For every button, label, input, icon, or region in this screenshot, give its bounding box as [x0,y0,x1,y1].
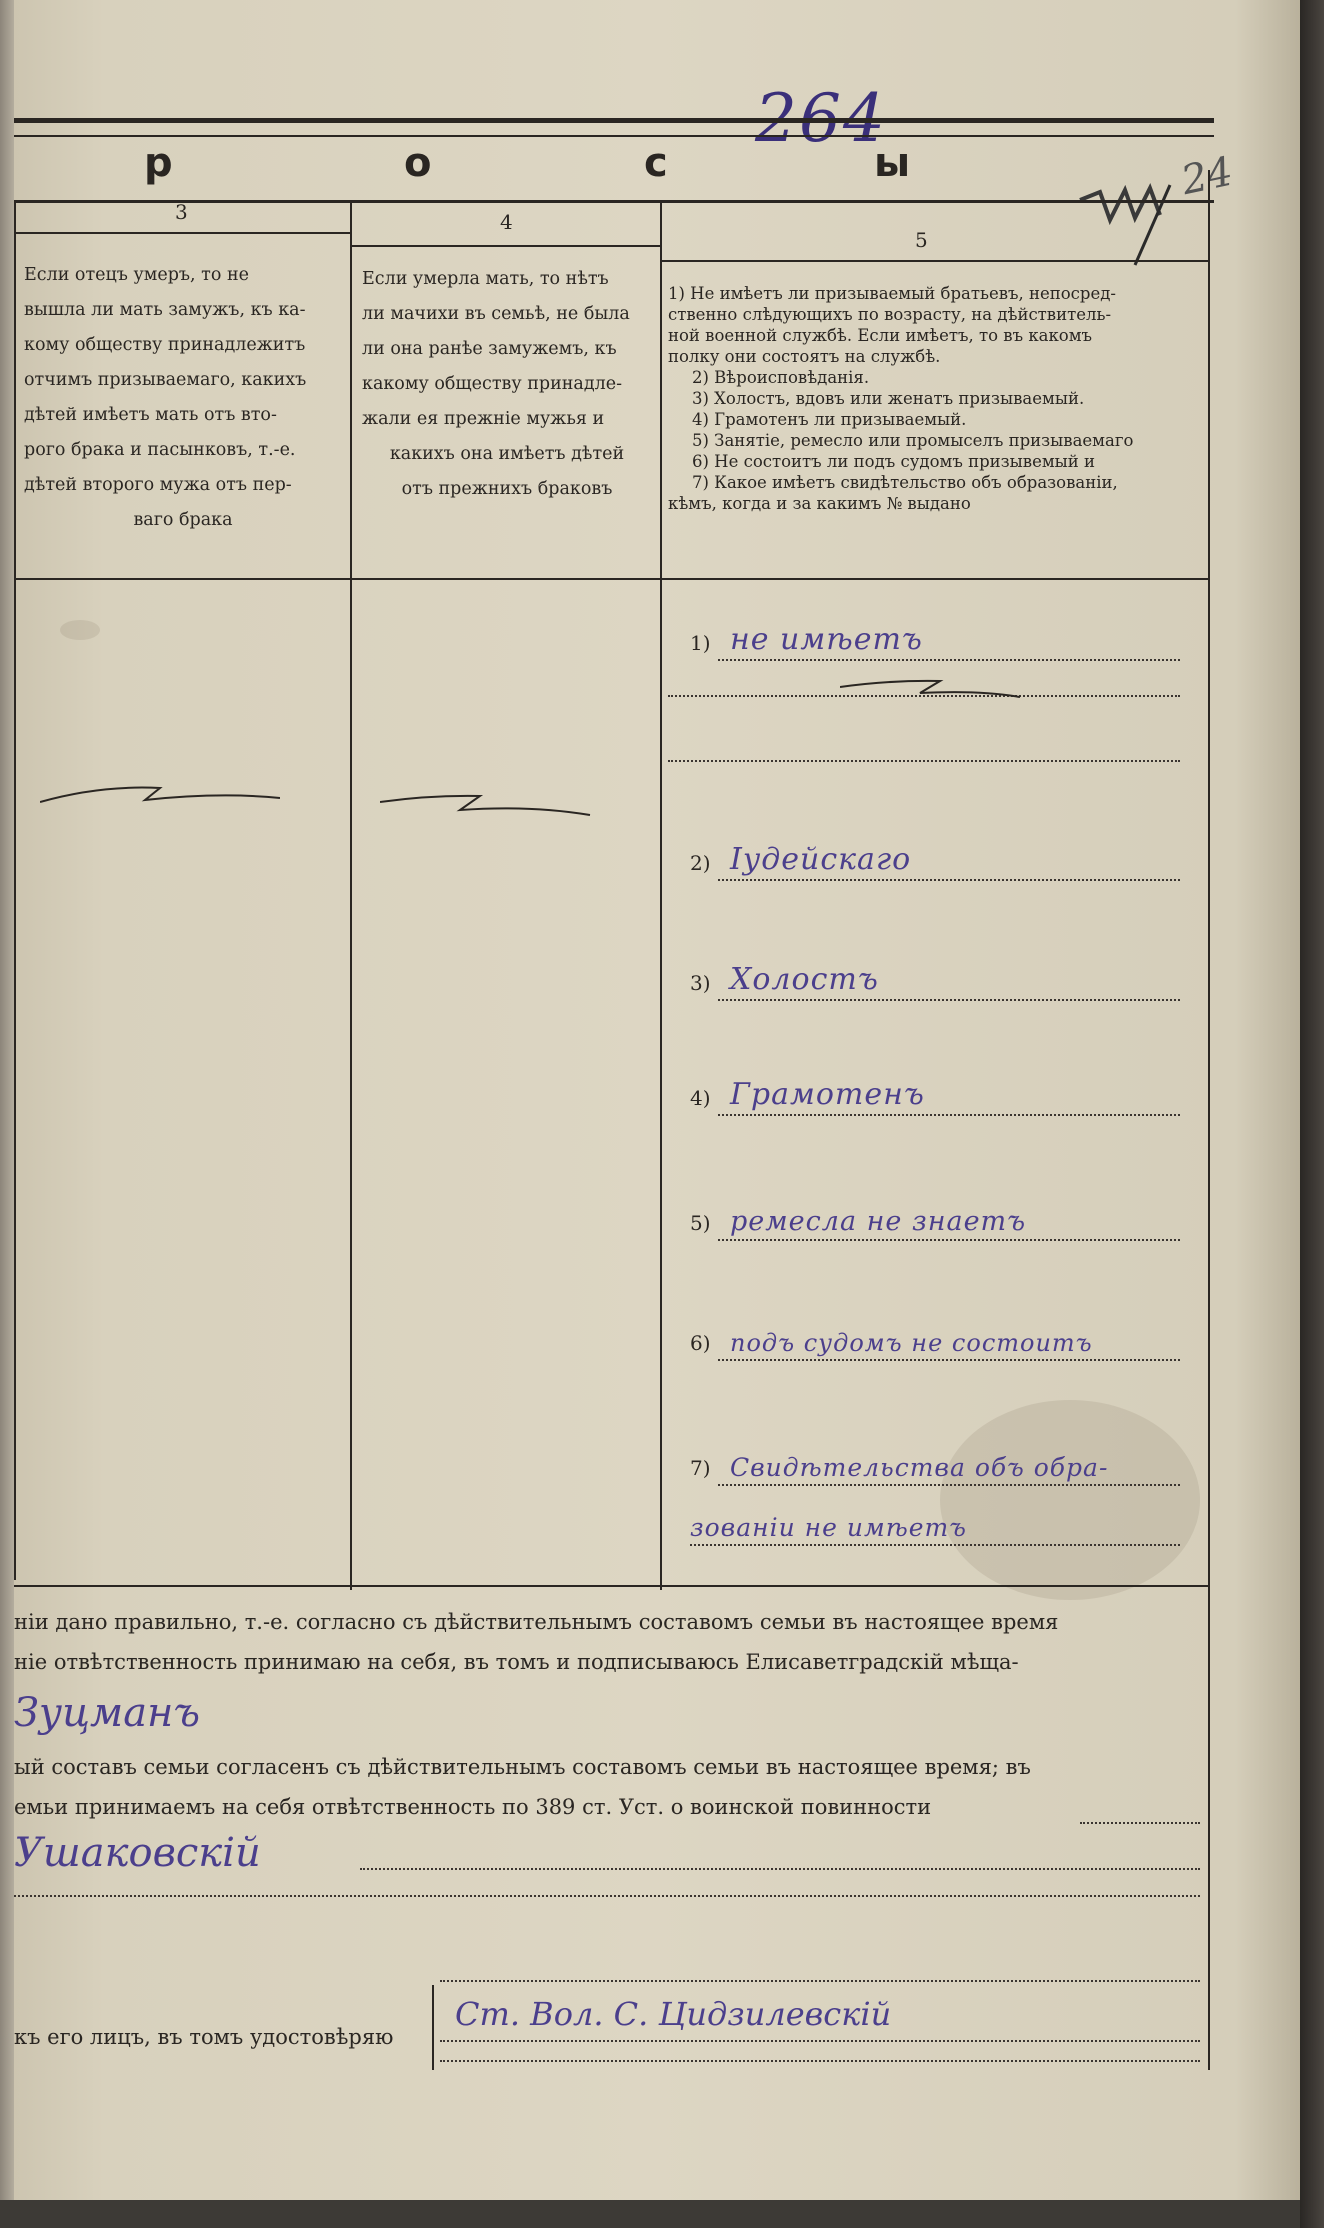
question-line: 7) Какое имѣетъ свидѣтельство объ образованіи, [692,473,1118,492]
table-bottom-rule [14,1585,1208,1587]
answer-dotted-line [718,1484,1180,1486]
answer-4 [690,1060,1180,1116]
question-line: кому обществу принадлежитъ [24,335,306,355]
answer-7-continued [690,1490,1180,1546]
answer-2 [690,825,1180,881]
answer-number: 1) [690,631,711,655]
declaration-line: ніе отвѣтственность принимаю на себя, въ томъ и подписываюсь Елисаветградскій мѣща- [14,1650,1019,1674]
handwritten-answer: зованіи не имѣетъ [690,1513,967,1542]
handwritten-answer: не имѣетъ [730,622,923,657]
question-line: 5) Занятіе, ремесло или промыселъ призываемаго [692,431,1134,450]
header-letter: р [144,140,173,186]
question-line: Если отецъ умеръ, то не [24,265,249,285]
column4-question [362,262,652,507]
question-line: отъ прежнихъ браковъ [401,479,613,499]
column3-question [24,258,342,538]
dotted-line [1080,1822,1200,1824]
question-line: Если умерла мать, то нѣтъ [362,269,609,289]
answer-dotted-line [718,1114,1180,1116]
answer-number: 6) [690,1331,711,1355]
question-line: какому обществу принадле- [362,374,622,394]
page-edge-shadow [1300,0,1324,2228]
header-word-letters [14,138,1214,198]
declaration-line: ніи дано правильно, т.-е. согласно съ дѣйствительнымъ составомъ семьи въ настоящее время [14,1610,1059,1634]
dotted-line [14,1895,1200,1897]
handwritten-answer: подъ судомъ не состоитъ [730,1329,1093,1357]
question-line: ли она ранѣе замужемъ, къ [362,339,617,359]
handwritten-answer: Грамотенъ [730,1077,925,1112]
column-number-rule [660,260,1208,262]
column-number: 5 [915,228,928,252]
column-number: 4 [500,210,513,234]
declaration-line: емьи принимаемъ на себя отвѣтственность по 389 ст. Уст. о воинской повинности [14,1795,932,1819]
question-line: 2) Вѣроисповѣданія. [692,368,870,387]
question-line: 1) Не имѣетъ ли призываемый братьевъ, непосред- [668,284,1116,303]
question-line: вышла ли мать замужъ, къ ка- [24,300,306,320]
answer-6 [690,1305,1180,1361]
question-line: какихъ она имѣетъ дѣтей [389,444,625,464]
empty-dash-mark [40,780,280,810]
header-row-bottom-rule [14,578,1208,580]
dotted-line [440,2040,1200,2042]
header-thick-rule [14,118,1214,123]
dotted-line [440,1980,1200,1982]
answer-dotted-line [718,1239,1180,1241]
paper-smudge [60,620,100,640]
corner-mark: 24 [1177,148,1237,205]
answer-3 [690,945,1180,1001]
header-bottom-rule [14,200,1214,203]
answer-dotted-line [718,659,1180,661]
question-line: ной военной службѣ. Если имѣетъ, то въ какомъ [668,326,1093,345]
question-line: дѣтей имѣетъ мать отъ вто- [24,405,277,425]
header-thin-rule [14,135,1214,137]
header-letter: ы [874,140,911,186]
question-line: 4) Грамотенъ ли призываемый. [692,410,967,429]
signature-2: Ушаковскій [14,1830,261,1876]
table-left-border [14,200,16,1580]
question-line: полку они состоятъ на службѣ. [668,347,941,366]
handwritten-answer: ремесла не знаетъ [730,1206,1027,1237]
question-line: ли мачихи въ семьѣ, не была [362,304,630,324]
answer-dotted-line [718,1359,1180,1361]
signature-divider [432,1985,434,2070]
answer-number: 4) [690,1086,711,1110]
dotted-line [440,2060,1200,2062]
page-number: 264 [755,80,887,157]
table-right-border [1208,170,1210,2070]
blank-dotted-line [668,760,1180,762]
binding-strip [0,0,14,2200]
handwritten-answer: Холостъ [730,962,879,997]
answer-7 [690,1430,1180,1486]
question-line: дѣтей второго мужа отъ пер- [24,475,292,495]
question-line: ваго брака [133,510,233,530]
dotted-line [360,1868,1200,1870]
answer-dotted-line [690,1544,1180,1546]
signature-1: Зуцманъ [14,1690,201,1736]
question-line: ственно слѣдующихъ по возрасту, на дѣйствитель- [668,305,1112,324]
handwritten-answer: Іудейскаго [730,842,912,877]
answer-number: 5) [690,1211,711,1235]
question-line: 6) Не состоитъ ли подъ судомъ призывемый и [692,452,1096,471]
dash-mark [840,675,1020,705]
question-line: жали ея прежніе мужья и [362,409,605,429]
answer-dotted-line [718,999,1180,1001]
handwritten-answer: Свидѣтельства объ обра- [730,1453,1109,1482]
column-divider [660,200,662,1590]
question-line: 3) Холостъ, вдовъ или женатъ призываемый. [692,389,1085,408]
column-divider [350,200,352,1590]
column-number: 3 [175,200,188,224]
answer-1 [690,605,1180,661]
answer-number: 2) [690,851,711,875]
question-line: рого брака и пасынковъ, т.-е. [24,440,296,460]
answer-5 [690,1185,1180,1241]
certify-label: къ его лицъ, въ томъ удостовѣряю [14,2025,394,2049]
question-line: отчимъ призываемаго, какихъ [24,370,307,390]
empty-dash-mark [380,790,600,820]
signature-3: Ст. Вол. С. Цидзилевскій [455,1995,892,2033]
header-letter: о [404,140,432,186]
column-number-rule [350,245,660,247]
answer-number: 7) [690,1456,711,1480]
header-letter: с [644,140,668,186]
declaration-line: ый составъ семьи согласенъ съ дѣйствительнымъ составомъ семьи въ настоящее время; въ [14,1755,1031,1779]
column-number-rule [14,232,350,234]
column5-question [668,283,1178,514]
answer-number: 3) [690,971,711,995]
answer-dotted-line [718,879,1180,881]
question-line: кѣмъ, когда и за какимъ № выдано [668,494,971,513]
